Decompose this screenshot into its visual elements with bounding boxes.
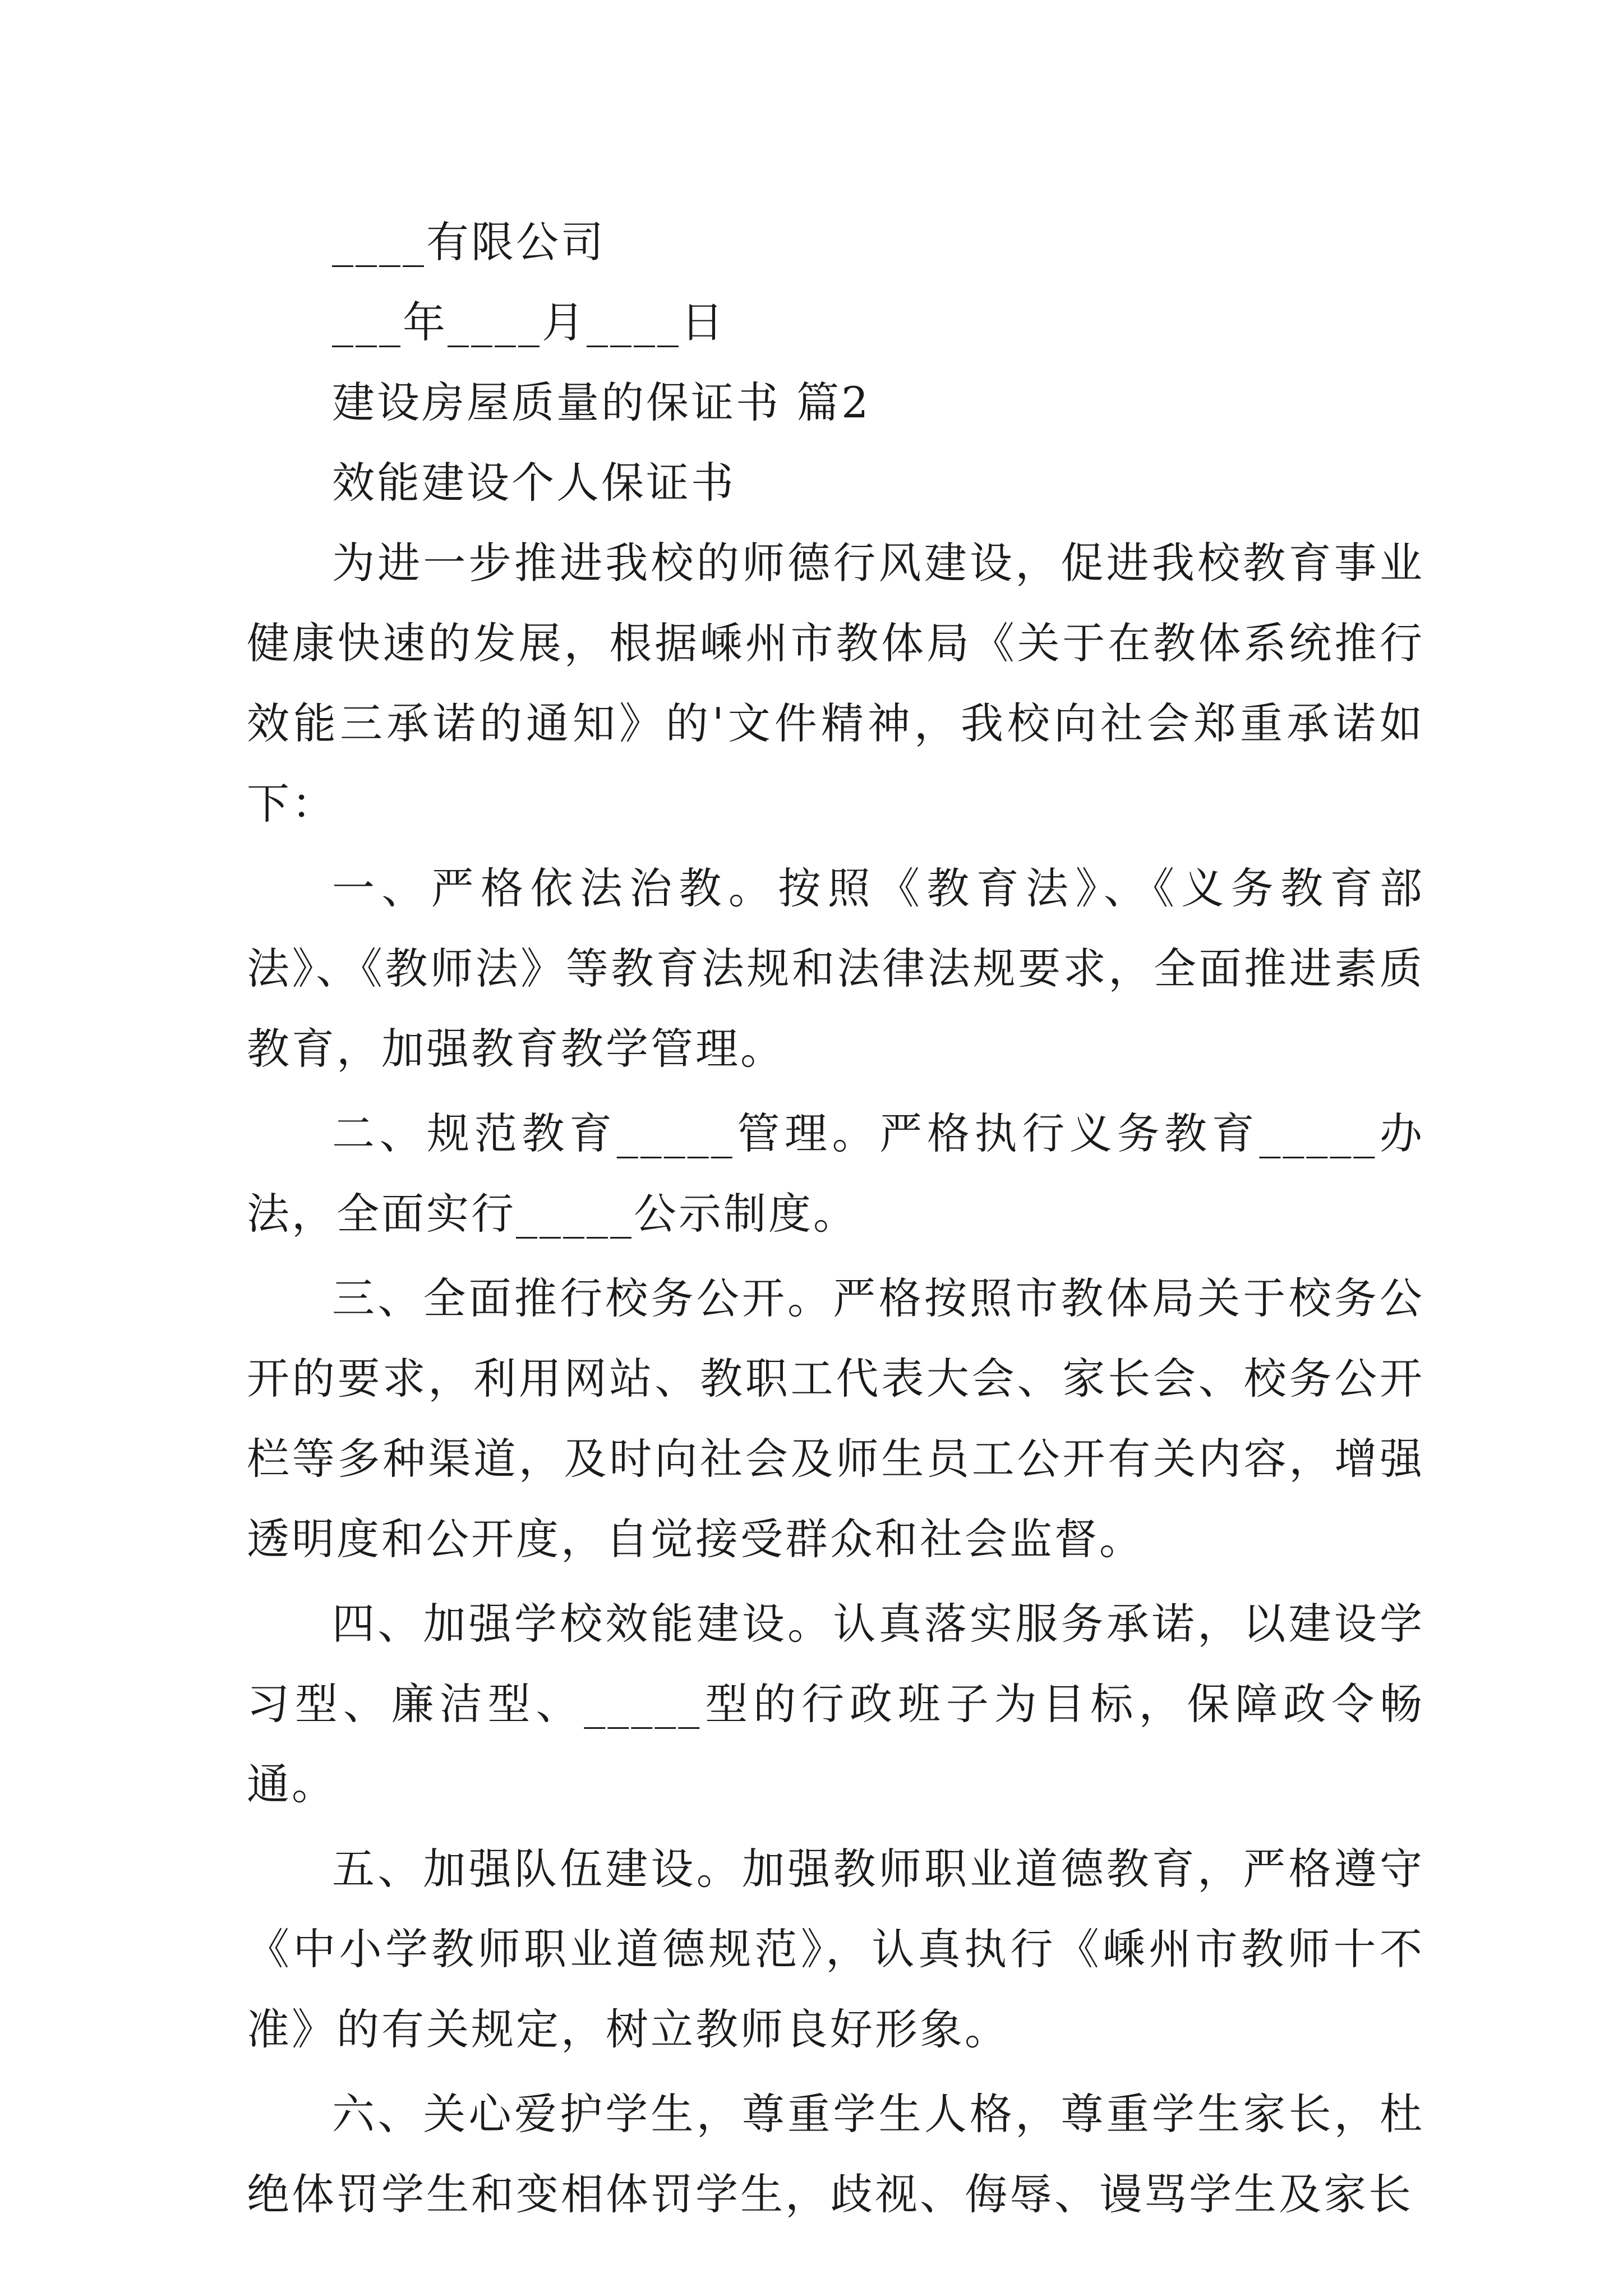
clause-paragraph-3: 三、全面推行校务公开。严格按照市教体局关于校务公开的要求，利用网站、教职工代表大会、家长会、校务公开栏等多种渠道，及时向社会及师生员工公开有关内容，增强透明度和公开度，自觉接受群众和社会监督。 <box>247 1273 1424 1564</box>
document-title: 效能建设个人保证书 <box>332 458 736 508</box>
clause-paragraph-5: 五、加强队伍建设。加强教师职业道德教育，严格遵守《中小学教师职业道德规范》，认真执行《嵊州市教师十不准》的有关规定，树立教师良好形象。 <box>247 1844 1424 2054</box>
clause-paragraph-4: 四、加强学校效能建设。认真落实服务承诺，以建设学习型、廉洁型、_____型的行政班子为目标，保障政令畅通。 <box>247 1599 1424 1809</box>
clause-paragraph-1: 一、严格依法治教。按照《教育法》、《义务教育部法》、《教师法》等教育法规和法律法规要求，全面推进素质教育，加强教育教学管理。 <box>247 863 1424 1074</box>
clause-paragraph-2: 二、规范教育_____管理。严格执行义务教育_____办法，全面实行_____公示制度。 <box>247 1108 1424 1239</box>
company-signature-line: ____有限公司 <box>332 217 606 267</box>
document-body <box>247 202 1424 2234</box>
section-heading: 建设房屋质量的保证书 篇2 <box>332 378 871 427</box>
clause-paragraph-6: 六、关心爱护学生，尊重学生人格，尊重学生家长，杜绝体罚学生和变相体罚学生，歧视、侮辱、谩骂学生及家长 <box>247 2089 1424 2219</box>
intro-paragraph: 为进一步推进我校的师德行风建设，促进我校教育事业健康快速的发展，根据嵊州市教体局《关于在教体系统推行效能三承诺的通知》的'文件精神，我校向社会郑重承诺如下： <box>247 538 1424 829</box>
date-line: ___年____月____日 <box>332 297 726 347</box>
